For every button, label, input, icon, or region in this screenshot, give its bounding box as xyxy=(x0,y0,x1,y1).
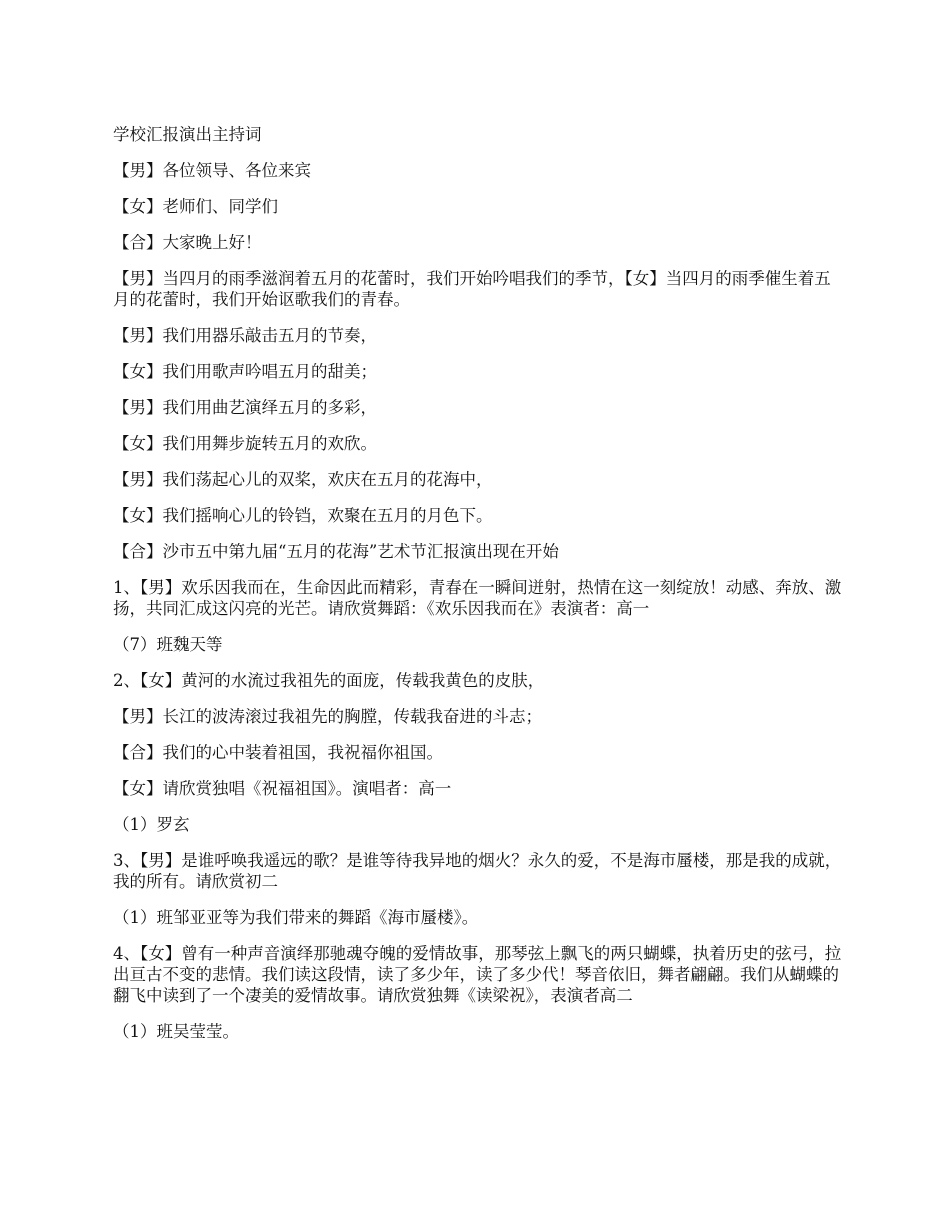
paragraph: （1）班吴莹莹。 xyxy=(113,1022,239,1041)
paragraph: 【女】我们用舞步旋转五月的欢欣。 xyxy=(113,434,377,453)
paragraph: 【合】沙市五中第九届“五月的花海”艺术节汇报演出现在开始 xyxy=(113,542,559,561)
paragraph: 【合】大家晚上好！ xyxy=(113,233,262,252)
paragraph: 3、【男】是谁呼唤我遥远的歌？是谁等待我异地的烟火？永久的爱，不是海市蜃楼，那是我的成就，我的所有。请欣赏初二 xyxy=(113,851,842,891)
paragraph: 【男】我们荡起心儿的双桨，欢庆在五月的花海中， xyxy=(113,470,493,489)
paragraph: （7）班魏天等 xyxy=(113,635,223,654)
paragraph: 【女】老师们、同学们 xyxy=(113,197,278,216)
paragraph: 4、【女】曾有一种声音演绎那驰魂夺魄的爱情故事，那琴弦上飘飞的两只蝴蝶，执着历史的弦弓，拉出亘古不变的悲情。我们读这段情，读了多少年，读了多少代！琴音依旧，舞者翩翩。我们从蝴蝶的翻飞中读到了一个凄美的爱情故事。请欣赏独舞《读梁祝》，表演者高二 xyxy=(113,944,842,1005)
paragraph: 【女】请欣赏独唱《祝福祖国》。演唱者：高一 xyxy=(113,779,452,798)
paragraph: 【男】我们用器乐敲击五月的节奏， xyxy=(113,326,377,345)
document-page xyxy=(113,124,845,1057)
paragraph: 【合】我们的心中装着祖国，我祝福你祖国。 xyxy=(113,743,443,762)
paragraph: 【女】我们用歌声吟唱五月的甜美； xyxy=(113,362,377,381)
paragraph: 2、【女】黄河的水流过我祖先的面庞，传载我黄色的皮肤， xyxy=(113,671,545,690)
paragraph: 【男】当四月的雨季滋润着五月的花蕾时，我们开始吟唱我们的季节，【女】当四月的雨季催生着五月的花蕾时，我们开始讴歌我们的青春。 xyxy=(113,269,831,309)
paragraph: 1、【男】欢乐因我而在，生命因此而精彩，青春在一瞬间迸射，热情在这一刻绽放！动感、奔放、激扬，共同汇成这闪亮的光芒。请欣赏舞蹈：《欢乐因我而在》表演者：高一 xyxy=(113,578,842,618)
paragraph: 【男】长江的波涛滚过我祖先的胸膛，传载我奋进的斗志； xyxy=(113,707,542,726)
paragraph: （1）班邹亚亚等为我们带来的舞蹈《海市蜃楼》。 xyxy=(113,908,479,927)
paragraph: （1）罗玄 xyxy=(113,815,190,834)
document-title: 学校汇报演出主持词 xyxy=(113,125,262,144)
paragraph: 【男】我们用曲艺演绎五月的多彩， xyxy=(113,398,377,417)
paragraph: 【男】各位领导、各位来宾 xyxy=(113,161,311,180)
paragraph: 【女】我们摇响心儿的铃铛，欢聚在五月的月色下。 xyxy=(113,506,493,525)
